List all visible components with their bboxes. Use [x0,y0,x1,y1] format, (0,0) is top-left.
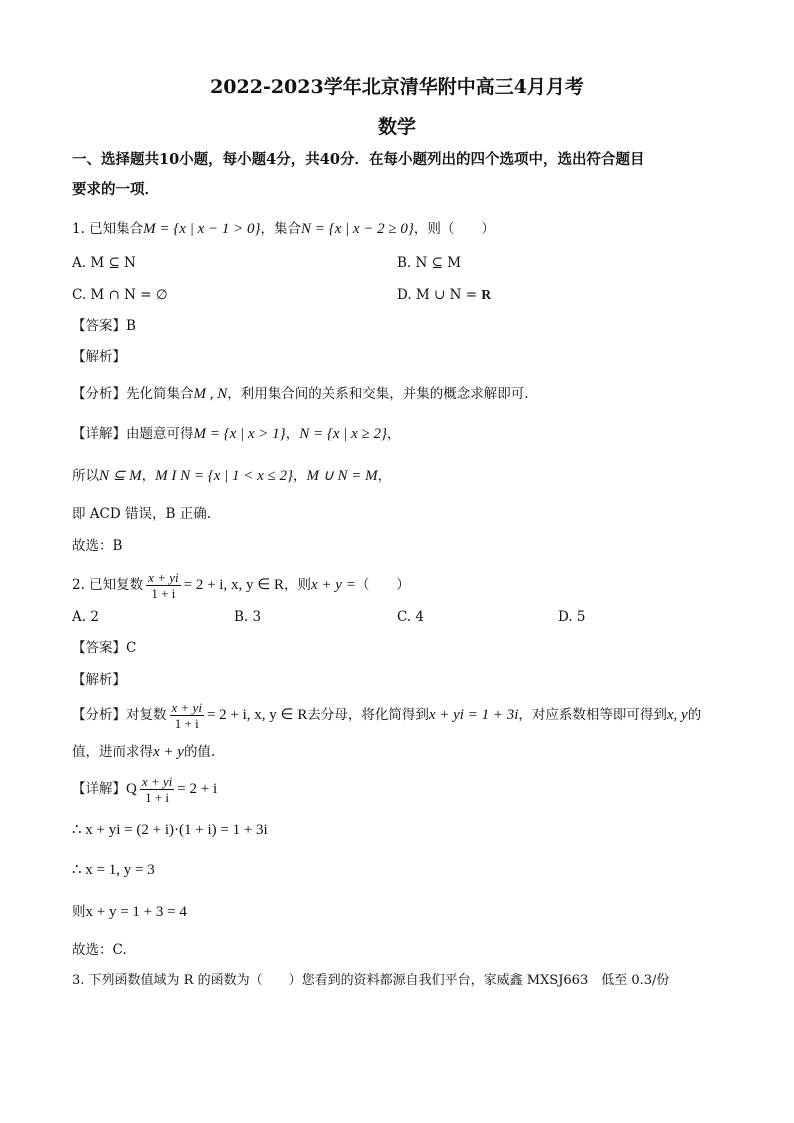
q1-suoyi-m2: M I N = {x | 1 < x ≤ 2} [155,468,293,484]
q1-prefix: 1. 已知集合 [72,221,144,237]
q1-fenxi-math: M , N [193,386,228,402]
q2-fenxi-b: 去分母，将化简得到 [307,707,429,723]
page-title: 2022-2023学年北京清华附中高三4月月考 [210,76,584,98]
q2-suffix: （ ） [355,577,410,593]
q1-xiangjie-m1: M = {x | x > 1} [193,426,286,442]
q2-fenxi-c: ，对应系数相等即可得到 [518,707,667,723]
q1-xiangjie-m2: N = {x | x ≥ 2} [299,426,387,442]
q1-ji: 即 ACD 错误，B 正确. [72,506,211,522]
question-1-stem [72,219,495,239]
q2-mid: ，则 [284,577,312,593]
q2-xiangjie-eq: = 2 + i [177,781,218,797]
q2-prefix: 2. 已知复数 [72,577,144,593]
q2-fenxi-fraction [170,700,204,731]
q1-fenxi-a: 先化简集合 [126,386,194,402]
q1-option-a: A. M ⊆ N [72,255,136,271]
q1-suoyi-sep2: ， [293,468,307,484]
q1-suoyi-sep1: ， [141,468,156,484]
q2-guxuan: 故选：C. [72,942,127,958]
q2-step2: ∴ x = 1, y = 3 [72,862,155,878]
question-2-stem [72,568,410,602]
q2-fenxi-line2-a: 值，进而求得 [72,744,153,760]
q2-fenxi-m: x + yi = 1 + 3i [428,707,519,723]
q1-set-n: N = {x | x − 2 ≥ 0} [300,221,414,237]
q1-option-d-r: R [481,287,492,302]
q1-suoyi-m3: M ∪ N = M [306,468,378,484]
q2-xiangjie [72,772,217,806]
q2-option-a: A. 2 [72,609,99,625]
q1-mid: ，集合 [260,221,301,237]
q2-option-b: B. 3 [234,609,262,625]
q1-suoyi [72,466,391,486]
q1-jiexi: 【解析】 [72,349,126,365]
q2-answer: 【答案】C [72,640,137,656]
q1-suoyi-m1: N ⊆ M [99,468,142,484]
q2-xiangjie-frac-den: 1 + i [145,790,170,805]
section-header-line2: 要求的一项． [72,181,159,198]
q1-option-c: C. M ∩ N = ∅ [72,287,168,303]
q2-step1: ∴ x + yi = (2 + i)·(1 + i) = 1 + 3i [72,822,268,838]
q1-option-d-text: D. M ∪ N = [397,287,482,303]
q2-fenxi-frac-den: 1 + i [174,716,199,731]
q2-fenxi [72,698,701,732]
q2-fenxi-d: 的 [687,707,702,723]
q2-eq: = 2 + i, x, y ∈ R [183,577,285,593]
q2-fenxi-label: 【分析】 [72,707,126,723]
q1-set-m: M = {x | x − 1 > 0} [143,221,261,237]
q1-fenxi-b: ，利用集合间的关系和交集，并集的概念求解即可. [227,386,529,402]
q2-fenxi-line2-m: x + y [153,744,184,760]
q1-xiangjie-end: ， [386,426,401,442]
q2-step3-m: x + y = 1 + 3 = 4 [85,904,187,920]
q1-answer: 【答案】B [72,318,136,334]
q2-fenxi-line2-b: 的值. [183,744,216,760]
subject-title: 数学 [377,116,416,138]
section-header-line1: 一、选择题共10小题，每小题4分，共40分．在每小题列出的四个选项中，选出符合题目 [72,151,645,168]
q2-frac-den: 1 + i [151,586,176,601]
q2-fraction [146,570,180,601]
q2-option-c: C. 4 [397,609,425,625]
q2-xiangjie-label: 【详解】 [72,781,126,797]
q2-xiangjie-q: Q [126,781,137,797]
q2-xiangjie-frac-num: x + yi [141,774,173,789]
q1-suffix: ，则（ ） [413,221,495,237]
q2-step3 [72,902,187,922]
q2-option-d: D. 5 [558,609,586,625]
q1-guxuan: 故选：B [72,538,123,554]
q1-fenxi-label: 【分析】 [72,386,126,402]
q1-suoyi-end: ， [377,468,392,484]
q1-fenxi [72,384,529,404]
q2-fenxi-eq: = 2 + i, x, y ∈ R [206,707,308,723]
q2-fenxi-line2 [72,742,215,762]
q1-suoyi-a: 所以 [72,468,99,484]
q2-jiexi: 【解析】 [72,672,126,688]
q2-fenxi-a: 对复数 [126,707,167,723]
q1-xiangjie-a: 由题意可得 [126,426,194,442]
q2-fenxi-frac-num: x + yi [171,700,202,715]
q1-option-b: B. N ⊆ M [397,255,462,271]
q2-frac-num: x + yi [148,570,179,585]
q2-step3-a: 则 [72,904,86,920]
q1-option-d [397,285,491,305]
q2-expr: x + y = [311,577,356,593]
q1-xiangjie-label: 【详解】 [72,426,126,442]
q1-xiangjie [72,424,400,444]
q1-xiangjie-sep: ， [285,426,300,442]
q2-fenxi-xy: x, y [666,707,688,723]
q2-xiangjie-fraction [140,774,174,805]
question-3-stem: 3. 下列函数值域为 R 的函数为（ ）您看到的资料都源自我们平台，家威鑫 MXSJ663 低至 0.3/份 [72,973,670,988]
